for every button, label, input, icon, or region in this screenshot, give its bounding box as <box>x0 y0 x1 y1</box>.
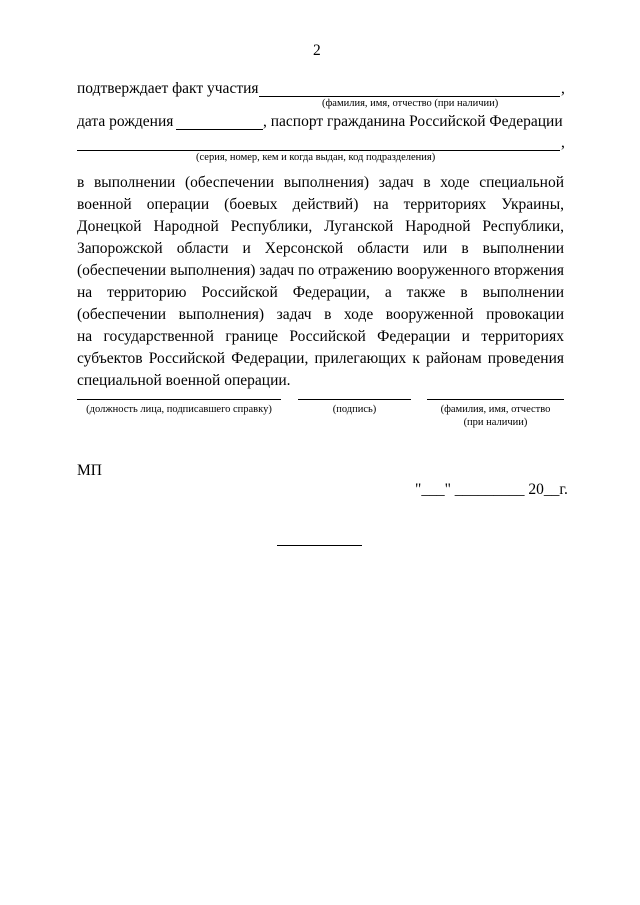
stamp-label: МП <box>77 462 102 479</box>
row3-comma: , <box>561 134 565 151</box>
signer-name-caption-line1: (фамилия, имя, отчество <box>440 404 551 415</box>
position-caption: (должность лица, подписавшего справку) <box>86 404 272 415</box>
signature-caption: (подпись) <box>332 404 377 415</box>
signer-name-line[interactable] <box>427 399 564 400</box>
paragraph-line: (обеспечении выполнения) задач по отражению вооруженного вторжения <box>77 262 564 279</box>
signature-line[interactable] <box>298 399 411 400</box>
position-signature-line[interactable] <box>77 399 281 400</box>
paragraph-line: военной операции (боевых действий) на территориях Украины, <box>77 196 564 213</box>
paragraph-line: Запорожской области и Херсонской области или в выполнении <box>77 240 564 257</box>
paragraph-line: Донецкой Народной Республики, Луганской Народной Республики, <box>77 218 564 235</box>
fullname-field-line[interactable] <box>259 96 560 97</box>
page-number: 2 <box>313 42 321 59</box>
date-line[interactable]: "___" _________ 20__г. <box>415 481 568 498</box>
birthdate-field-line[interactable] <box>176 129 263 130</box>
paragraph-line: на государственной границе Российской Федерации и территориях <box>77 328 564 345</box>
passport-details-caption: (серия, номер, кем и когда выдан, код подразделения) <box>196 152 436 163</box>
paragraph-line: (обеспечении выполнения) задач в ходе вооруженной провокации <box>77 306 564 323</box>
birthdate-label: дата рождения <box>77 113 174 130</box>
signer-name-caption-line2: (при наличии) <box>463 417 528 428</box>
fullname-caption: (фамилия, имя, отчество (при наличии) <box>322 98 499 109</box>
paragraph-line: на территорию Российской Федерации, а также в выполнении <box>77 284 564 301</box>
passport-details-field-line[interactable] <box>77 150 560 151</box>
paragraph-line: субъектов Российской Федерации, прилегающих к районам проведения <box>77 350 564 367</box>
passport-label: , паспорт гражданина Российской Федерации <box>263 113 563 130</box>
row1-comma: , <box>561 80 565 97</box>
paragraph-line: в выполнении (обеспечении выполнения) задач в ходе специальной <box>77 174 564 191</box>
closing-separator <box>277 545 362 546</box>
participation-paragraph <box>77 172 564 392</box>
participation-label: подтверждает факт участия <box>77 80 259 97</box>
paragraph-line: специальной военной операции. <box>77 372 291 389</box>
